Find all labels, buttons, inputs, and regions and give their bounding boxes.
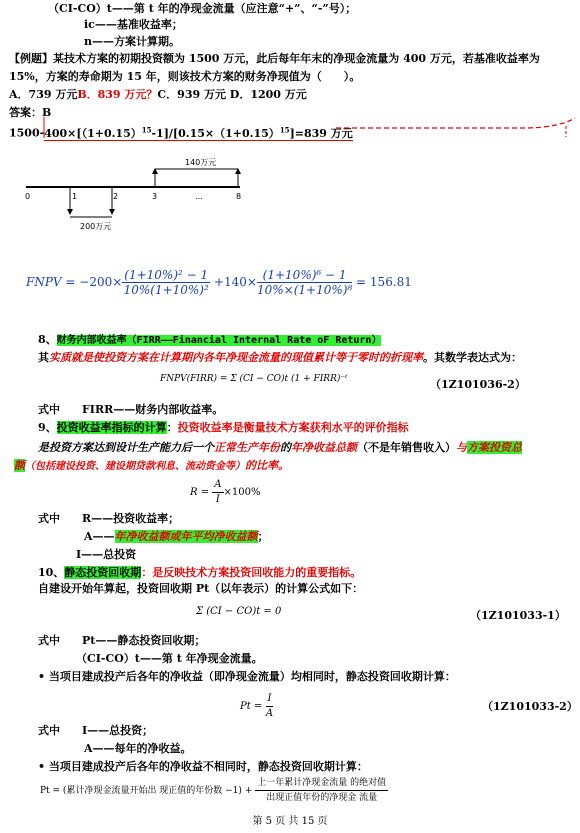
firr-p-b: 实质就是使投资方案在计算期内各年净现金流量的现值累计等于零时的折现率: [49, 351, 423, 364]
roi-formula-den: I: [215, 494, 220, 505]
payback-formula-3-den: 出现正值年份的净现金 流量: [266, 793, 378, 803]
option-b: B．839 万元？: [77, 88, 158, 101]
roi-colon: ：: [166, 421, 178, 434]
roi-where-r: 式中 R——投资收益率；: [38, 512, 180, 525]
payback-formula-3: [40, 776, 388, 805]
roi-p1-a: 是投资方案达到设计生产能力后一个: [38, 441, 214, 454]
roi-formula-fraction: [212, 478, 223, 507]
fnpv-den-1: 10%(1+10%)²: [123, 283, 209, 297]
fnpv-lhs: FNPV: [26, 275, 62, 289]
example-line-2: 15%，方案的寿命期为 15 年，则该技术方案的财务净现值为（ ）。: [9, 70, 361, 83]
tick-label-0: 0: [25, 192, 31, 201]
roi-p1-e: （不是年销售收入）: [357, 441, 456, 454]
def-ic: ic——基准收益率；: [84, 18, 183, 31]
roi-where-a-post: ；: [257, 530, 269, 543]
roi-p2-a: 额: [14, 459, 25, 472]
payback-code-1: （1Z101033-1）: [470, 609, 566, 622]
fnpv-den-2: 10%×(1+10%)⁸: [256, 283, 353, 297]
payback-intro: 自建设开始年算起，投资回收期 Pt（以年表示）的计算公式如下：: [38, 582, 364, 595]
payback-code-2: （1Z101033-2）: [482, 700, 578, 713]
option-a: A．739 万元: [9, 88, 78, 101]
payback-formula-3-fraction: [255, 776, 388, 805]
fnpv-num-2: (1+10%)⁶ − 1: [257, 268, 352, 283]
payback-formula-2-lhs: Pt =: [240, 701, 263, 712]
payback-bullet-1: • 当项目建成投产后各年的净收益（即净现金流量）均相同时，静态投资回收期计算：: [38, 670, 456, 683]
roi-p1-g: 方案投资总: [467, 441, 522, 454]
fnpv-num-1: (1+10%)² − 1: [124, 268, 209, 282]
payback-definition: ：是反映技术方案投资回收能力的重要指标。: [141, 566, 362, 579]
payback-formula-1: Σ (CI − CO)t = 0: [196, 606, 282, 617]
roi-definition: 投资收益率是衡量技术方案获利水平的评价指标: [177, 421, 409, 434]
roi-paragraph-1: [38, 441, 522, 455]
fnpv-fraction-1: [122, 268, 210, 297]
page-footer: 第 5 页 共 15 页: [252, 816, 328, 827]
firr-number: 8、: [38, 333, 57, 346]
roi-formula: [190, 478, 260, 507]
cash-flow-diagram: [0, 155, 260, 245]
tick-label-ellipsis: …: [195, 192, 203, 201]
def-cico: （CI-CO）t——第 t 年的净现金流量（应注意“+”、“-”号）；: [48, 2, 357, 15]
calc-sup-2: 15: [279, 125, 290, 134]
calc-sup-1: 15: [141, 125, 152, 134]
tick-label-3: 3: [152, 192, 158, 201]
roi-where-a-hl: 年净收益额或年平均净收益额: [114, 530, 258, 543]
roi-formula-rhs: ×100%: [223, 487, 261, 498]
firr-where: 式中 FIRR——财务内部收益率。: [38, 403, 224, 416]
payback-formula-3-num: 上一年累计净现金流量 的绝对值: [255, 776, 388, 791]
roi-p2-b: （包括建设投资、建设期贷款利息、流动资金等）: [25, 461, 245, 472]
payback-formula-2-num: I: [266, 692, 274, 707]
roi-where-i: I——总投资: [76, 548, 137, 561]
roi-p1-c: 的: [280, 441, 291, 454]
fnpv-mid: +140×: [210, 275, 257, 289]
payback-formula-3-lhs: Pt = (累计净现金流量开始出 现正值的年份数 −1) +: [40, 786, 253, 796]
firr-p-c: 。其数学表达式为：: [423, 351, 522, 364]
payback-formula-2-fraction: [266, 692, 274, 721]
roi-where-a: [84, 530, 269, 544]
option-cd: C．939 万元 D．1200 万元: [157, 88, 307, 101]
payback-where-2: （CI-CO）t——第 t 年净现金流量。: [76, 652, 263, 665]
roi-formula-num: A: [212, 478, 223, 493]
tick-label-8: 8: [236, 192, 242, 201]
roi-title: 投资收益率指标的计算: [56, 421, 167, 434]
payback-formula-2-den: A: [265, 708, 274, 719]
calc-a: 1500-: [9, 126, 45, 140]
payback-number: 10、: [38, 566, 65, 579]
tick-label-2: 2: [113, 192, 119, 201]
payback-title: 静态投资回收期: [64, 566, 142, 579]
roi-where-a-pre: A——: [84, 530, 115, 543]
fnpv-formula: [26, 268, 412, 297]
outflow-arrowhead-2: [109, 209, 115, 215]
firr-title: 财务内部收益率（FIRR——Financial Internal Rate oF Return）: [56, 335, 382, 346]
fnpv-eq: = −200×: [61, 275, 123, 289]
payback-heading: [38, 566, 361, 580]
fnpv-result: = 156.81: [352, 275, 412, 289]
answer: 答案：B: [9, 106, 52, 119]
payback-where-1: 式中 Pt——静态投资回收期；: [38, 634, 206, 647]
calc-b: 400×[（1+0.15）: [44, 126, 142, 140]
outflow-arrowhead-1: [67, 209, 73, 215]
roi-p2-c: 的比率。: [245, 459, 289, 472]
roi-number: 9、: [38, 421, 57, 434]
firr-p-a: 其: [38, 351, 49, 364]
tick-label-1: 1: [72, 192, 78, 201]
calc-c: -1]/[0.15×（1+0.15）: [151, 126, 280, 140]
firr-heading: [38, 333, 381, 348]
payback-bullet-2: • 当项目建成投产后各年的净收益不相同时，静态投资回收期计算：: [38, 760, 368, 773]
payback-formula-2: [240, 692, 273, 721]
example-text-1: 某技术方案的初期投资额为 1500 万元，此后每年年末的净现金流量为 400 万元，若基准收益率为: [53, 52, 540, 65]
roi-heading: [38, 421, 409, 435]
roi-paragraph-2: [14, 459, 289, 474]
firr-formula: FNPV(FIRR) = Σ (CI − CO)t (1 + FIRR)⁻ᵗ: [160, 374, 348, 384]
firr-paragraph: [38, 351, 522, 365]
outflow-label: 200万元: [80, 222, 112, 231]
calc-d: ]=839 万元: [289, 126, 353, 140]
annotation-lines: [0, 0, 580, 160]
roi-p1-d: 年净收益总额: [291, 441, 357, 454]
annotation-dashed-line: [336, 118, 575, 128]
example-tag: 【例题】: [9, 52, 53, 65]
firr-code: （1Z101036-2）: [430, 378, 526, 391]
payback-where-3: 式中 I——总投资；: [38, 724, 154, 737]
payback-where-4: A——每年的净收益。: [84, 742, 192, 755]
roi-p1-f: 与: [456, 441, 467, 454]
def-n: n——方案计算期。: [84, 35, 180, 48]
fnpv-fraction-2: [257, 268, 352, 297]
roi-p1-b: 正常生产年份: [214, 441, 280, 454]
inflow-label: 140万元: [185, 158, 217, 167]
roi-formula-lhs: R =: [190, 487, 210, 498]
